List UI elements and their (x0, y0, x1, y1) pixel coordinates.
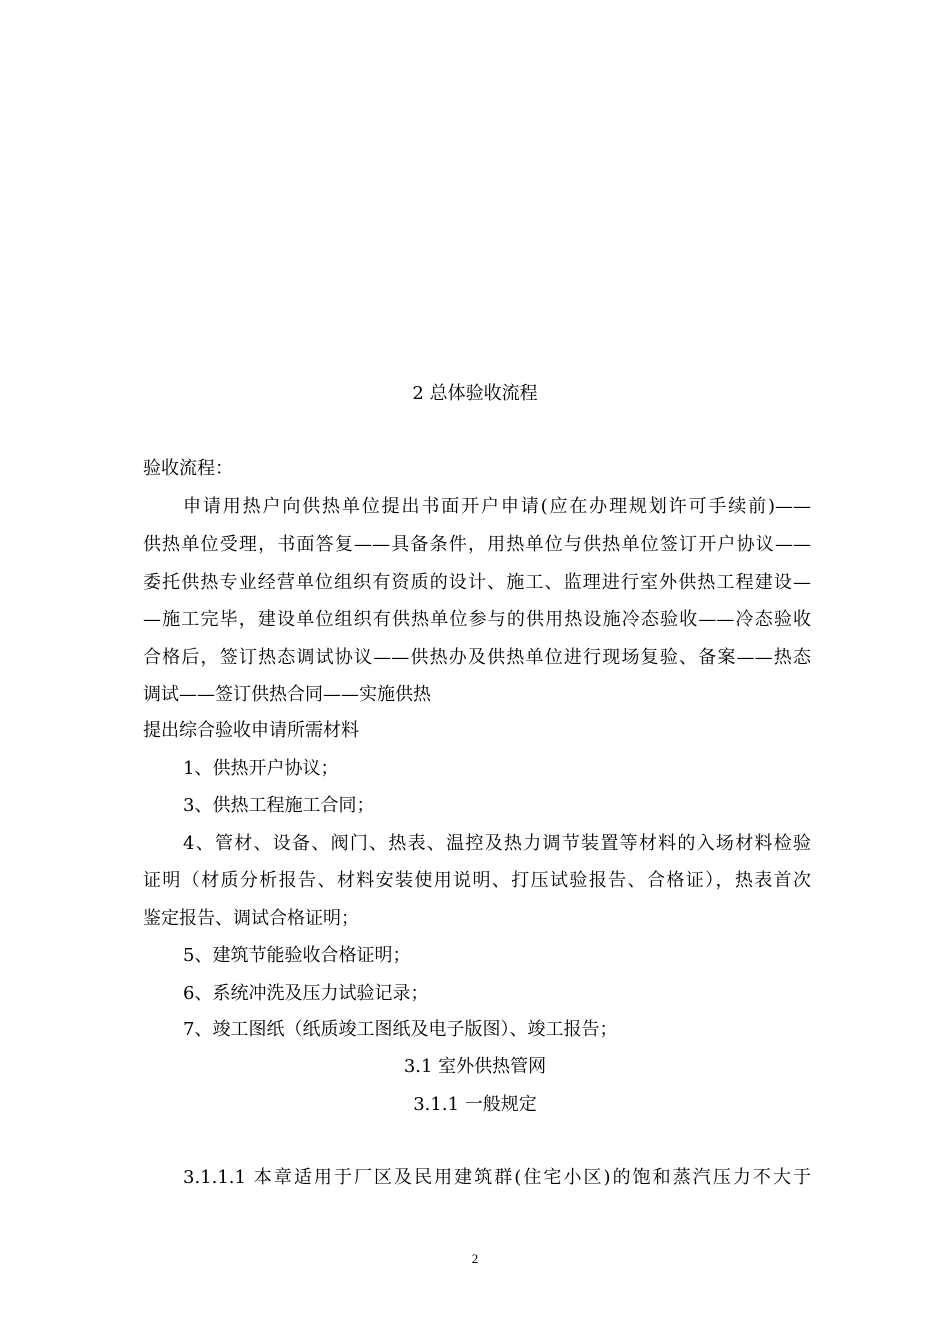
materials-item: 7、竣工图纸（纸质竣工图纸及电子版图）、竣工报告； (183, 1019, 618, 1040)
materials-item: 4、管材、设备、阀门、热表、温控及热力调节装置等材料的入场材料检验 (183, 833, 811, 854)
section-heading: 2 总体验收流程 (412, 383, 538, 404)
materials-item: 1、供热开户协议； (183, 758, 339, 779)
materials-item-continued: 证明（材质分析报告、材料安装使用说明、打压试验报告、合格证），热表首次 (143, 870, 811, 891)
subsection-heading: 3.1 室外供热管网 (403, 1056, 547, 1077)
process-label: 验收流程： (143, 458, 233, 479)
materials-item: 5、建筑节能验收合格证明； (183, 945, 411, 966)
process-line: 委托供热专业经营单位组织有资质的设计、施工、监理进行室外供热工程建设— (143, 572, 811, 593)
subsubsection-heading: 3.1.1 一般规定 (413, 1094, 537, 1115)
process-line: 合格后，签订热态调试协议——供热办及供热单位进行现场复验、备案——热态 (143, 647, 811, 668)
materials-item: 3、供热工程施工合同； (183, 795, 375, 816)
process-line: 供热单位受理，书面答复——具备条件，用热单位与供热单位签订开户协议—— (143, 534, 811, 555)
materials-item: 6、系统冲洗及压力试验记录； (183, 983, 429, 1004)
page-number: 2 (471, 1251, 479, 1266)
materials-item-continued: 鉴定报告、调试合格证明； (143, 908, 359, 929)
process-line: —施工完毕，建设单位组织有供热单位参与的供用热设施冷态验收——冷态验收 (143, 609, 811, 630)
materials-label: 提出综合验收申请所需材料 (143, 720, 359, 741)
process-line: 申请用热户向供热单位提出书面开户申请(应在办理规划许可手续前)—— (183, 496, 811, 517)
process-line: 调试——签订供热合同——实施供热 (143, 684, 431, 705)
clause-text: 3.1.1.1 本章适用于厂区及民用建筑群(住宅小区)的饱和蒸汽压力不大于 (183, 1167, 811, 1188)
